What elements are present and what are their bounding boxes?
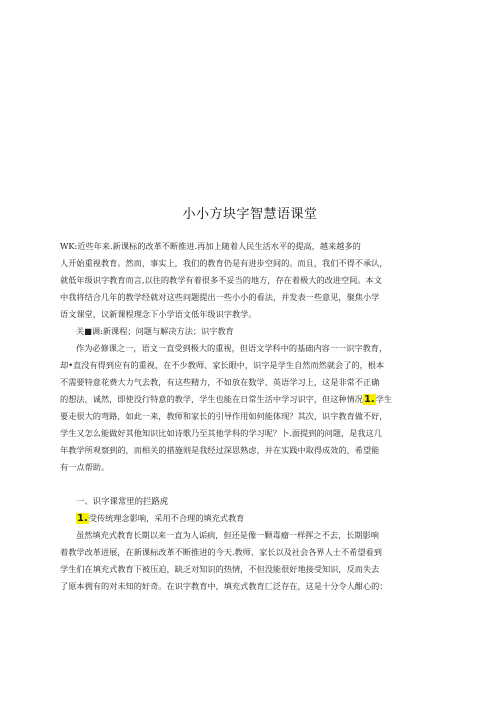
abstract-line: 中我将结合几年的教学经就对这些问题提出一些小小的看法，并发表一些意见，聚焦小学 [60, 292, 380, 302]
intro-line: 学生又怎么能做好其他知识比如诗歌乃至其他学科的学习呢？卜.面提到的问题，是我这几 [60, 428, 382, 438]
intro-line-highlighted [60, 391, 445, 408]
intro-line: 作为必修课之一，语文一直受到极大的重视，但语文学科中的基础内容一一识字教育， [76, 343, 388, 353]
intro-line: 年教学所观察到的，而相关的措施则是我经过深思熟虑，并在实践中取得成效的，希望能 [60, 445, 380, 455]
intro-line: 却•直没有得到应有的重视，在不少教师、家长眼中，识字是学生自然而然就会了的，根本 [60, 360, 385, 370]
abstract-line: 语文课堂，议新课程理念下小学语文低年级识字教学。 [60, 309, 257, 319]
intro-line: 不需要特意花费大力气去教，有这些精力，不如放在数学、英语学习上，这是非常不正确 [60, 377, 380, 387]
body-line: 着教学改革进展，在新课标改革不断推进的今天.教师、家长以及社会各界人士不希望看到 [60, 547, 382, 557]
intro-line: 有一点帮助。 [60, 462, 110, 472]
body-line: 了原本拥有的对未知的好奇。在识字教育中，填充式教育匚泛存在，这是十分令人酣心的： [60, 581, 388, 591]
intro-line-part: 学生 [375, 394, 393, 404]
intro-line-part: 的想法，诚然，即使没行特意的教学，学生也能在日常生活中学习识字，但这种情况 [60, 394, 363, 404]
subsection-text: 受传统理念影响，采用不合理的填充式教育 [88, 513, 245, 523]
abstract-line: WK:近些年来.新课标的改革不断推进.再加上随着人民生活水平的提高，越来越多的 [60, 241, 361, 251]
keywords: 关■调:新课程；问题与解决方法；识字教育 [76, 326, 234, 336]
abstract [60, 238, 445, 340]
document-title: 小小方块字智慧语课堂 [182, 207, 318, 222]
subsection-heading [60, 510, 445, 527]
highlight-mark: 1. [363, 394, 375, 405]
body-line: 学生们在填充式教育下被压迫，缺乏对知识的热情，不但没能很好地接受知识，反而失去 [60, 564, 380, 574]
abstract-line: 就低年级识字教育而言,以往的教学有着很多不妥当的地方，存在着极大的改进空间。本文 [60, 275, 382, 285]
intro-line: 要走很大的弯路，如此一来，教师和家长的引导作用如何能体现？其次，识字教育做不好， [60, 411, 388, 421]
section-heading: 一、识字课常里的拦路虎 [76, 496, 169, 506]
section-1 [60, 493, 445, 595]
intro-paragraph [60, 340, 445, 476]
body-line: 虽然填充式教育长期以来一直为人诟病，但还是像一颗毒瘤一样挥之不去，长期影响 [76, 530, 379, 540]
highlight-mark: 1. [77, 513, 88, 524]
abstract-line: 人开始重视教育。然而，事实上，我们的教育仍是有进步空间的。而且，我们不得不承认， [60, 258, 388, 268]
